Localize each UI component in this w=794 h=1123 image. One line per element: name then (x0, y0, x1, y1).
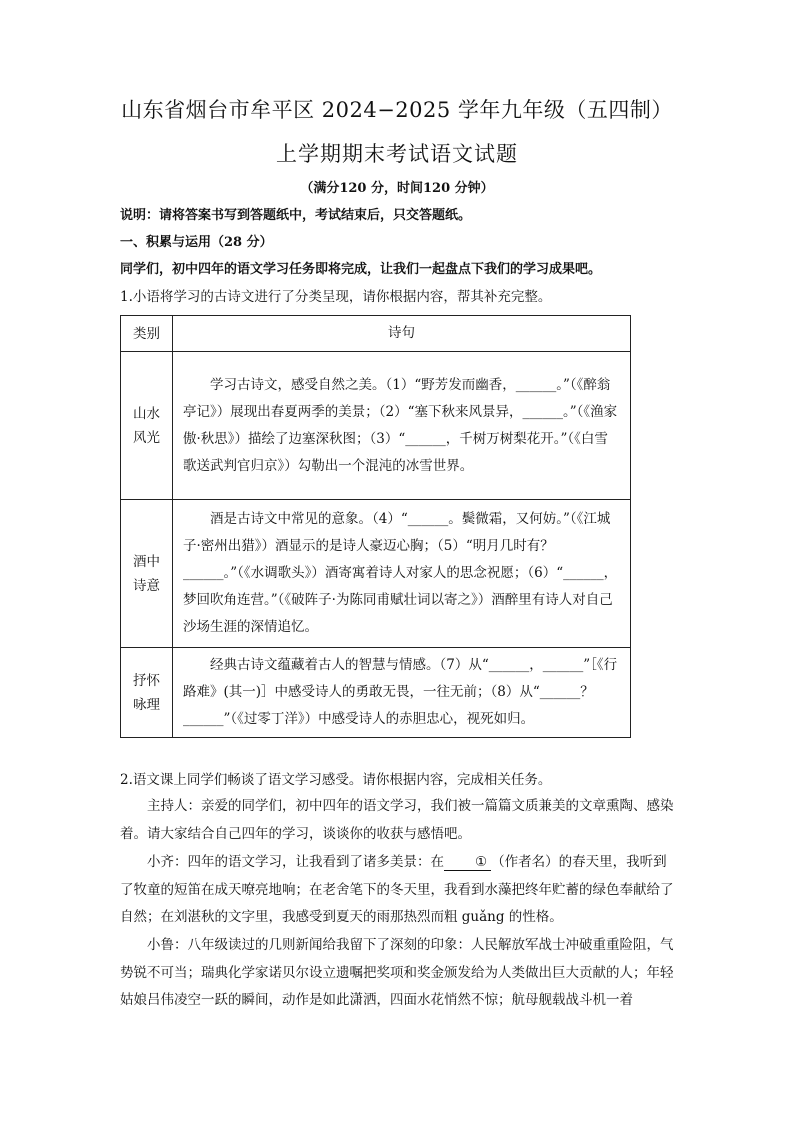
xiaolu-paragraph: 小鲁：八年级读过的几则新闻给我留下了深刻的印象：人民解放军战士冲破重重险阻，气势锐不可当；瑞典化学家诺贝尔设立遗嘱把奖项和奖金颁发给为人类做出巨大贡献的人；年轻姑娘吕伟凌空一跃的瞬间，动作是如此潇洒，四面水花悄然不惊；航母舰载战斗机一着 (120, 937, 674, 1008)
poem-table (120, 315, 631, 738)
intro-text: 同学们，初中四年的语文学习任务即将完成，让我们一起盘点下我们的学习成果吧。 (120, 262, 602, 277)
row-text: 酒是古诗文中常见的意象。（4）“______。鬓微霜，又何妨。”（《江城子·密州出猎》）酒显示的是诗人豪迈心胸；（5）“明月几时有？______。”（《水调歌头》）酒寄寓着诗人对家人的思念祝愿；（6）“______，梦回吹角连营。”（《破阵子·为陈同甫赋壮词以寄之》）酒醉里有诗人对自己沙场生涯的深情追忆。 (173, 500, 631, 648)
exam-title-line2: 上学期期末考试语文试题 (276, 142, 518, 166)
row-category: 酒中 诗意 (121, 500, 173, 648)
table-header-verses: 诗句 (173, 316, 631, 352)
row-category: 山水 风光 (121, 352, 173, 500)
exam-title-line1: 山东省烟台市牟平区 2024−2025 学年九年级（五四制） (121, 98, 673, 122)
xiaoqi-paragraph (120, 849, 680, 932)
question-2: 2.语文课上同学们畅谈了语文学习感受。请你根据内容，完成相关任务。 (120, 772, 552, 788)
answer-blank-1: ① (444, 854, 491, 871)
table-row (121, 500, 631, 648)
table-row (121, 648, 631, 738)
table-row (121, 352, 631, 500)
host-paragraph: 主持人：亲爱的同学们，初中四年的语文学习，我们被一篇篇文质兼美的文章熏陶、感染着。请大家结合自己四年的学习，谈谈你的收获与感悟吧。 (120, 798, 674, 842)
row-text: 经典古诗文蕴藏着古人的智慧与情感。（7）从“______，______”［《行路难》(其一)］中感受诗人的勇敢无畏，一往无前；（8）从“______？______”（《过零丁洋》）中感受诗人的赤胆忠心，视死如归。 (173, 648, 631, 738)
question-1: 1.小语将学习的古诗文进行了分类呈现，请你根据内容，帮其补充完整。 (120, 289, 552, 305)
xiaoqi-text-before: 小齐：四年的语文学习，让我看到了诸多美景：在 (147, 854, 444, 870)
row-category: 抒怀 咏理 (121, 648, 173, 738)
table-header-category: 类别 (121, 316, 173, 352)
section-title: 一、积累与运用（28 分） (120, 235, 273, 250)
row-text: 学习古诗文，感受自然之美。（1）“野芳发而幽香，______。”（《醉翁亭记》）展现出春夏两季的美景；（2）“塞下秋来风景异，______。”（《渔家傲·秋思》）描绘了边塞深秋图；（3）“______，千树万树梨花开。”（《白雪歌送武判官归京》）勾勒出一个混沌的冰雪世界。 (173, 352, 631, 500)
exam-subtitle: （满分120 分，时间120 分钟） (300, 181, 494, 196)
instructions: 说明：请将答案书写到答题纸中，考试结束后，只交答题纸。 (120, 208, 472, 223)
xiaoqi-text-after: （作者名）的春天里，我听到了牧童的短笛在成天嘹亮地响；在老舍笔下的冬天里，我看到水藻把终年贮蓄的绿色奉献给了自然；在刘湛秋的文字里，我感受到夏天的雨那热烈而粗 guǎng 的性格。 (120, 854, 674, 925)
table-header-row (121, 316, 631, 352)
